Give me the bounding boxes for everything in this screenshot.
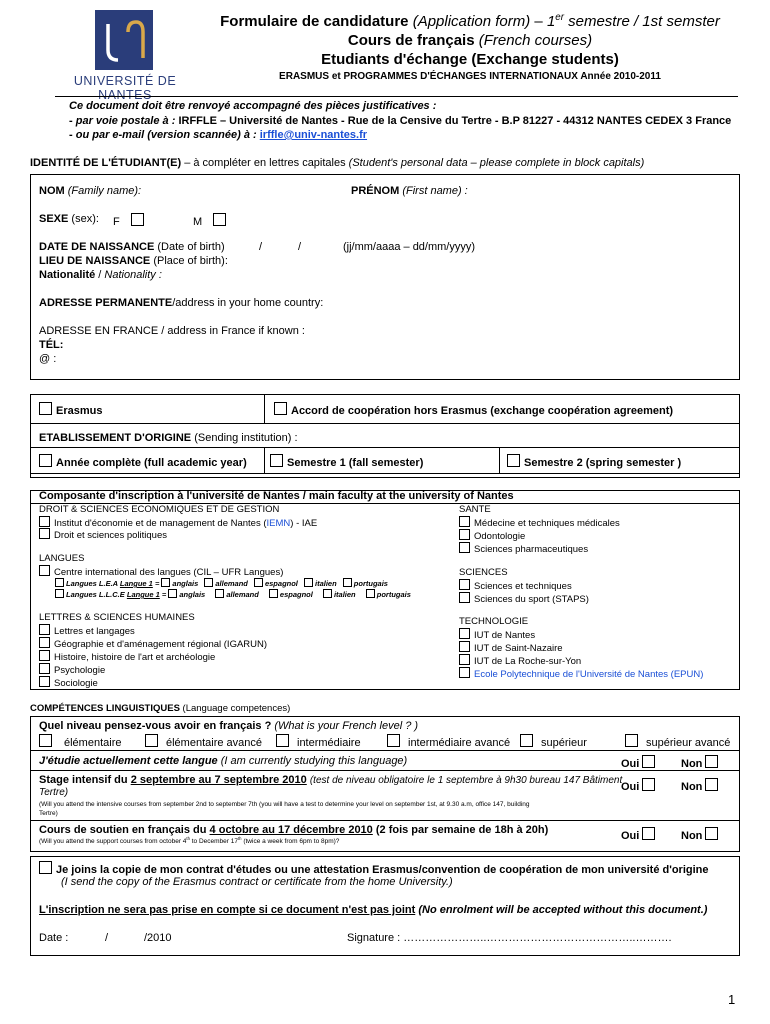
comp-divider-2 (31, 770, 739, 771)
level-option[interactable]: supérieur (520, 734, 587, 749)
annee-checkbox[interactable] (39, 454, 52, 467)
sante-title: SANTE (459, 504, 491, 515)
lcce-portugais-checkbox[interactable] (366, 589, 375, 598)
techno-item[interactable]: IUT de Nantes (459, 628, 535, 641)
nom-field[interactable]: NOM (Family name): (39, 185, 142, 197)
sex-m-option[interactable]: M (193, 213, 230, 228)
course-title: Cours de français (French courses) (347, 32, 593, 49)
techno-item[interactable]: IUT de La Roche-sur-Yon (459, 654, 581, 667)
stage-row-2: Tertre) (39, 787, 69, 798)
techno-item[interactable]: IUT de Saint-Nazaire (459, 641, 563, 654)
sante-item[interactable]: Odontologie (459, 529, 525, 542)
erasmus-option[interactable]: Erasmus (39, 402, 102, 417)
comp-divider-3 (31, 820, 739, 821)
iut-saint-nazaire-checkbox[interactable] (459, 641, 470, 652)
studying-oui-checkbox[interactable] (642, 755, 655, 768)
stage-en: (Will you attend the intensive courses from september 2nd to september 7th (you will have a test to determine your level on september 1st, at 9.30 a.m, office 147, building (39, 801, 530, 808)
droit-checkbox[interactable] (39, 528, 50, 539)
signature-field[interactable]: Signature : …………………..…………………………………..………. (347, 932, 672, 944)
footer-box (30, 856, 740, 956)
sciences-item[interactable]: Sciences et techniques (459, 579, 572, 592)
lettres-item[interactable]: Lettres et langages (39, 624, 135, 637)
lcce-anglais-checkbox[interactable] (168, 589, 177, 598)
iut-nantes-checkbox[interactable] (459, 628, 470, 639)
droit-option[interactable]: Droit et sciences politiques (39, 528, 167, 541)
stage-en-2: Tertre) (39, 810, 58, 817)
sciences-item[interactable]: Sciences du sport (STAPS) (459, 592, 589, 605)
origin-field[interactable]: ETABLISSEMENT D'ORIGINE (Sending institution) : (39, 432, 298, 444)
medecine-checkbox[interactable] (459, 516, 470, 527)
histoire-checkbox[interactable] (39, 650, 50, 661)
level-option[interactable]: élémentaire (39, 734, 121, 749)
soutien-row: Cours de soutien en français du 4 octobre au 17 décembre 2010 (2 fois par semaine de 18h à 20h) (39, 824, 549, 836)
lea-italien-checkbox[interactable] (304, 578, 313, 587)
soutien-non[interactable]: Non (681, 827, 722, 842)
accord-option[interactable]: Accord de coopération hors Erasmus (exchange coopération agreement) (274, 402, 673, 417)
identity-box (30, 174, 740, 380)
address-france-field[interactable]: ADRESSE EN FRANCE / address in France if known : (39, 325, 305, 337)
identity-heading: IDENTITÉ DE L'ÉTUDIANT(E) – à compléter en lettres capitales (Student's personal data – please complete in block capitals) (30, 157, 645, 169)
iut-roche-checkbox[interactable] (459, 654, 470, 665)
pob-field[interactable]: LIEU DE NAISSANCE (Place of birth): (39, 255, 228, 267)
nationality-field[interactable]: Nationalité / Nationality : (39, 269, 162, 281)
lea-checkbox[interactable] (55, 578, 64, 587)
level-elementaire-avance-checkbox[interactable] (145, 734, 158, 747)
techno-title: TECHNOLOGIE (459, 616, 529, 627)
stage-oui[interactable]: Oui (621, 778, 659, 793)
lea-row[interactable]: Langues L.E.A Langue 1 = anglais allemand espagnol italien portugais (55, 578, 388, 588)
lettres-checkbox[interactable] (39, 624, 50, 635)
address-perm-field[interactable]: ADRESSE PERMANENTE/address in your home country: (39, 297, 324, 309)
lcce-row[interactable]: Langues L.L.C.E Langue 1 = anglais allemand espagnol italien portugais (55, 589, 411, 599)
contract-checkbox[interactable] (39, 861, 52, 874)
lea-anglais-checkbox[interactable] (161, 578, 170, 587)
sociologie-checkbox[interactable] (39, 676, 50, 687)
level-superieur-avance-checkbox[interactable] (625, 734, 638, 747)
competences-heading: COMPÉTENCES LINGUISTIQUES (Language competences) (30, 703, 291, 714)
logo-label: UNIVERSITÉ DE NANTES (73, 74, 177, 102)
lettres-item[interactable]: Géographie et d'aménagement régional (IGARUN) (39, 637, 267, 650)
studying-oui[interactable]: Oui (621, 755, 659, 770)
contract-en: (I send the copy of the Erasmus contract or certificate from the home University.) (61, 876, 453, 888)
studying-non-checkbox[interactable] (705, 755, 718, 768)
term-divider-h (31, 447, 739, 448)
page-header (205, 12, 735, 84)
sem2-option[interactable]: Semestre 2 (spring semester ) (507, 454, 681, 469)
soutien-en: (Will you attend the support courses from october 4th to December 17th (twice a week from 6pm to 8pm)? (39, 835, 340, 845)
studying-row: J'étudie actuellement cette langue (I am currently studying this language) (39, 755, 408, 767)
level-option[interactable]: supérieur avancé (625, 734, 730, 749)
faculty-box (30, 490, 740, 690)
notice-line-1: Ce document doit être renvoyé accompagné des pièces justificatives : (69, 100, 437, 112)
faculty-heading: Composante d'inscription à l'université de Nantes / main faculty at the university of Nantes (39, 490, 514, 502)
sex-m-checkbox[interactable] (213, 213, 226, 226)
sex-f-checkbox[interactable] (131, 213, 144, 226)
programme-line: ERASMUS et PROGRAMMES D'ÉCHANGES INTERNATIONAUX Année 2010-2011 (279, 71, 661, 82)
pharmacie-checkbox[interactable] (459, 542, 470, 553)
notice-line-3: - ou par e-mail (version scannée) à : irffle@univ-nantes.fr (69, 129, 368, 141)
lettres-item[interactable]: Psychologie (39, 663, 105, 676)
logo-mark-icon (50, 10, 200, 76)
dob-format: (jj/mm/aaaa – dd/mm/yyyy) (343, 241, 476, 253)
lcce-allemand-checkbox[interactable] (215, 589, 224, 598)
form-title: Formulaire de candidature (Application form) – 1er semestre / 1st semster (220, 12, 720, 30)
soutien-oui[interactable]: Oui (621, 827, 659, 842)
stage-non-checkbox[interactable] (705, 778, 718, 791)
term-divider-v2 (499, 447, 500, 473)
level-elementaire-checkbox[interactable] (39, 734, 52, 747)
level-option[interactable]: intermédiaire (276, 734, 361, 749)
notice-box (55, 96, 738, 144)
stage-non[interactable]: Non (681, 778, 722, 793)
comp-divider-1 (31, 750, 739, 751)
level-option[interactable]: élémentaire avancé (145, 734, 262, 749)
notice-line-2: - par voie postale à : IRFFLE – Université de Nantes - Rue de la Censive du Tertre - B.P 81227 - 44312 NANTES CEDEX 3 France (69, 115, 732, 127)
iemn-checkbox[interactable] (39, 516, 50, 527)
level-intermediaire-avance-checkbox[interactable] (387, 734, 400, 747)
level-question: Quel niveau pensez-vous avoir en français ? (What is your French level ? ) (39, 720, 419, 732)
dob-slash-1: / (259, 241, 263, 253)
date-label[interactable]: Date : (39, 932, 69, 944)
sciences-techniques-checkbox[interactable] (459, 579, 470, 590)
level-intermediaire-checkbox[interactable] (276, 734, 289, 747)
sex-f-option[interactable]: F (113, 213, 148, 228)
sciences-title: SCIENCES (459, 567, 508, 578)
stage-oui-checkbox[interactable] (642, 778, 655, 791)
sem1-option[interactable]: Semestre 1 (fall semester) (270, 454, 423, 469)
lcce-checkbox[interactable] (55, 589, 64, 598)
iemn-option[interactable]: Institut d'économie et de management de Nantes (IEMN) - IAE (39, 516, 317, 529)
odontologie-checkbox[interactable] (459, 529, 470, 540)
lcce-espagnol-checkbox[interactable] (269, 589, 278, 598)
sexe-field: SEXE (sex): (39, 213, 99, 225)
lettres-item[interactable]: Histoire, histoire de l'art et archéologie (39, 650, 215, 663)
prenom-field[interactable]: PRÉNOM (First name) : (351, 185, 468, 197)
date-slash: / (105, 932, 109, 944)
erasmus-checkbox[interactable] (39, 402, 52, 415)
lea-espagnol-checkbox[interactable] (254, 578, 263, 587)
email-field[interactable]: @ : (39, 353, 57, 365)
sante-item[interactable]: Médecine et techniques médicales (459, 516, 620, 529)
epun-checkbox[interactable] (459, 667, 470, 678)
sem1-checkbox[interactable] (270, 454, 283, 467)
studying-non[interactable]: Non (681, 755, 722, 770)
lea-portugais-checkbox[interactable] (343, 578, 352, 587)
level-option[interactable]: intermédiaire avancé (387, 734, 510, 749)
lettres-title: LETTRES & SCIENCES HUMAINES (39, 612, 195, 623)
cil-option[interactable]: Centre international des langues (CIL – UFR Langues) (39, 565, 283, 578)
lea-allemand-checkbox[interactable] (204, 578, 213, 587)
page-number: 1 (728, 992, 736, 1007)
sante-item[interactable]: Sciences pharmaceutiques (459, 542, 588, 555)
igarun-checkbox[interactable] (39, 637, 50, 648)
accord-checkbox[interactable] (274, 402, 287, 415)
tel-field[interactable]: TÉL: (39, 339, 64, 351)
warning-row: L'inscription ne sera pas prise en compte si ce document n'est pas joint (No enrolment will be accepted without this document.) (39, 904, 708, 916)
programme-box (30, 394, 740, 478)
stage-row: Stage intensif du 2 septembre au 7 septembre 2010 (test de niveau obligatoire le 1 septembre à 9h30 bureau 147 Bâtiment (39, 774, 623, 786)
staps-checkbox[interactable] (459, 592, 470, 603)
competences-box (30, 716, 740, 852)
langues-title: LANGUES (39, 553, 85, 564)
dob-slash-2: / (298, 241, 302, 253)
date-year: /2010 (144, 932, 172, 944)
lcce-italien-checkbox[interactable] (323, 589, 332, 598)
term-divider-v1 (264, 447, 265, 473)
soutien-non-checkbox[interactable] (705, 827, 718, 840)
programme-divider-v (264, 395, 265, 423)
level-superieur-checkbox[interactable] (520, 734, 533, 747)
term-divider-h2 (31, 473, 739, 474)
programme-divider-h (31, 423, 739, 424)
psychologie-checkbox[interactable] (39, 663, 50, 674)
soutien-oui-checkbox[interactable] (642, 827, 655, 840)
droit-title: DROIT & SCIENCES ECONOMIQUES ET DE GESTION (39, 504, 280, 515)
sem2-checkbox[interactable] (507, 454, 520, 467)
dob-field[interactable]: DATE DE NAISSANCE (Date of birth) (39, 241, 225, 253)
lettres-item[interactable]: Sociologie (39, 676, 98, 689)
university-logo (50, 10, 200, 102)
students-title: Etudiants d'échange (Exchange students) (321, 51, 619, 68)
contract-option[interactable]: Je joins la copie de mon contrat d'études ou une attestation Erasmus/convention de coopération de mon université d'origine (39, 861, 709, 876)
epun-option[interactable]: Ecole Polytechnique de l'Université de Nantes (EPUN) (459, 667, 703, 680)
cil-checkbox[interactable] (39, 565, 50, 576)
email-link[interactable]: irffle@univ-nantes.fr (259, 129, 368, 141)
annee-option[interactable]: Année complète (full academic year) (39, 454, 247, 469)
